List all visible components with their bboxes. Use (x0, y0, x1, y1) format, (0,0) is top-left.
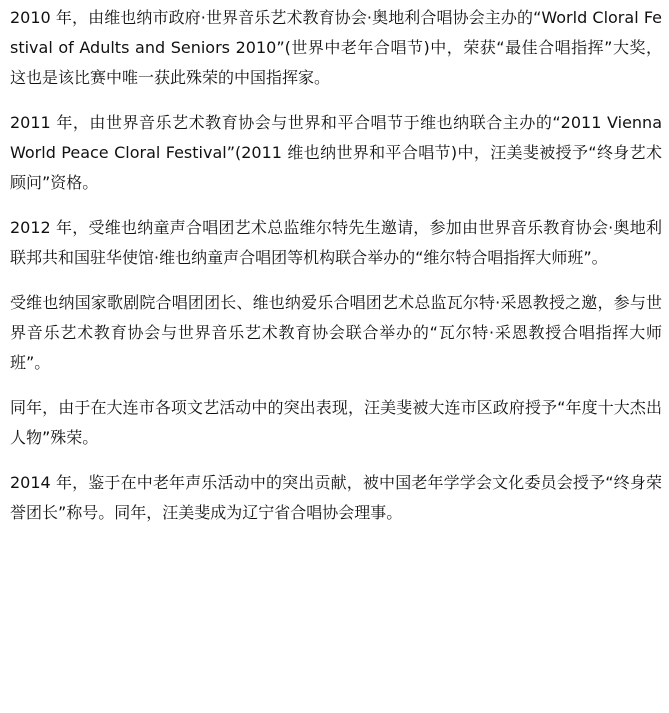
paragraph-2010: 2010 年，由维也纳市政府·世界音乐艺术教育协会·奥地利合唱协会主办的“World Cloral Festival of Adults and Seniors 2010”(世界中老年合唱节)中，荣获“最佳合唱指挥”大奖，这也是该比赛中唯一获此殊荣的中国指挥家。 (10, 8, 662, 87)
paragraph-2011: 2011 年，由世界音乐艺术教育协会与世界和平合唱节于维也纳联合主办的“2011 Vienna World Peace Cloral Festival”(2011 维也纳世界和平合唱节)中，汪美斐被授予“终身艺术顾问”资格。 (10, 113, 662, 192)
paragraph-masterclass: 受维也纳国家歌剧院合唱团团长、维也纳爱乐合唱团艺术总监瓦尔特·采恩教授之邀，参与世界音乐艺术教育协会与世界音乐艺术教育协会联合举办的“瓦尔特·采恩教授合唱指挥大师班”。 (10, 293, 662, 372)
paragraph-2014: 2014 年，鉴于在中老年声乐活动中的突出贡献，被中国老年学学会文化委员会授予“终身荣誉团长”称号。同年，汪美斐成为辽宁省合唱协会理事。 (10, 473, 662, 522)
paragraph-same-year: 同年，由于在大连市各项文艺活动中的突出表现，汪美斐被大连市区政府授予“年度十大杰出人物”殊荣。 (10, 398, 662, 447)
paragraph-2012: 2012 年，受维也纳童声合唱团艺术总监维尔特先生邀请，参加由世界音乐教育协会·奥地利联邦共和国驻华使馆·维也纳童声合唱团等机构联合举办的“维尔特合唱指挥大师班”。 (10, 218, 662, 267)
